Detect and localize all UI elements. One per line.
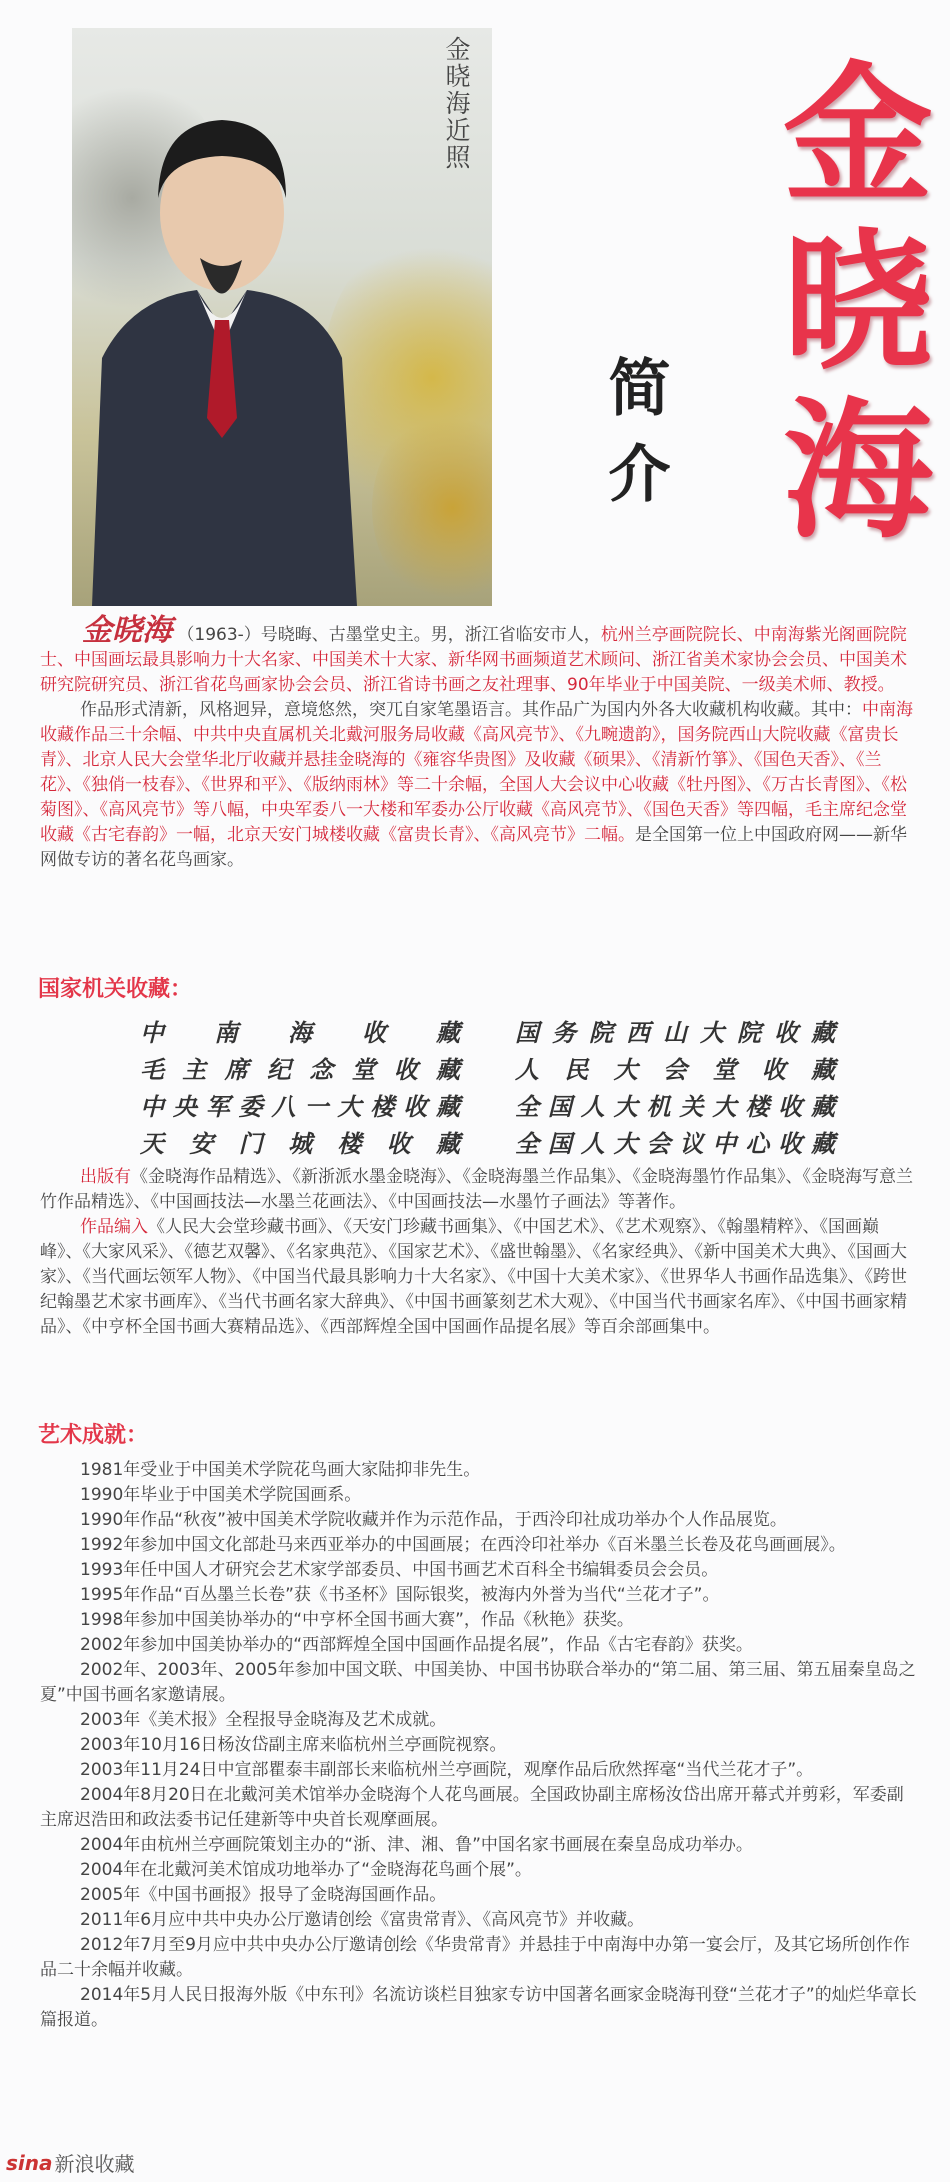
biography xyxy=(40,613,920,873)
photo-caption: 金晓海近照 xyxy=(442,36,471,171)
collection-item: 国务院西山大院收藏 xyxy=(515,1018,835,1047)
publications-albums xyxy=(40,1215,920,1340)
achievement-item: 2004年由杭州兰亭画院策划主办的“浙、津、湘、鲁”中国名家书画展在秦皇岛成功举办。 xyxy=(80,1835,753,1855)
collection-item: 中南海收藏 xyxy=(140,1018,460,1047)
achievement-item: 2004年8月20日在北戴河美术馆举办金晓海个人花鸟画展。全国政协副主席杨汝岱出席开幕式并剪彩，军委副主席迟浩田和政法委书记任建新等中央首长观摩画展。 xyxy=(40,1785,904,1830)
collection-item: 中央军委八一大楼收藏 xyxy=(140,1092,460,1121)
collection-item: 全国人大机关大楼收藏 xyxy=(515,1092,835,1121)
collections-list xyxy=(140,1014,840,1162)
bio-intro: （1963-）号晓晦、古墨堂史主。男，浙江省临安市人， xyxy=(177,625,601,645)
achievement-item: 2003年10月16日杨汝岱副主席来临杭州兰亭画院视察。 xyxy=(80,1735,507,1755)
sina-watermark xyxy=(6,2148,135,2177)
collection-row xyxy=(140,1014,840,1051)
title-name: 金晓海 xyxy=(757,55,933,559)
achievement-item: 2012年7月至9月应中共中央办公厅邀请创绘《华贵常青》并悬挂于中南海中办第一宴会厅，及其它场所创作作品二十余幅并收藏。 xyxy=(40,1935,910,1980)
achievement-item: 2002年参加中国美协举办的“西部辉煌全国中国画作品提名展”，作品《古宅春韵》获奖。 xyxy=(80,1635,753,1655)
achievement-item: 1993年任中国人才研究会艺术家学部委员、中国书画艺术百科全书编辑委员会会员。 xyxy=(80,1560,719,1580)
achievement-item: 1995年作品“百丛墨兰长卷”获《书圣杯》国际银奖，被海内外誉为当代“兰花才子”。 xyxy=(80,1585,720,1605)
achievement-item: 2011年6月应中共中央办公厅邀请创绘《富贵常青》、《高风亮节》并收藏。 xyxy=(80,1910,645,1930)
achievement-item: 2005年《中国书画报》报导了金晓海国画作品。 xyxy=(80,1885,447,1905)
collection-item: 毛主席纪念堂收藏 xyxy=(140,1055,460,1084)
achievement-item: 1998年参加中国美协举办的“中亨杯全国书画大赛”，作品《秋艳》获奖。 xyxy=(80,1610,634,1630)
signature: 金晓海 xyxy=(82,613,172,648)
collection-item: 天安门城楼收藏 xyxy=(140,1129,460,1158)
publications-books-text: 《金晓海作品精选》、《新浙派水墨金晓海》、《金晓海墨兰作品集》、《金晓海墨竹作品集》、《金晓海写意兰竹作品精选》、《中国画技法—水墨兰花画法》、《中国画技法—水墨竹子画法》等著作。 xyxy=(40,1167,913,1212)
portrait-photo xyxy=(72,28,492,606)
achievement-item: 2014年5月人民日报海外版《中东刊》名流访谈栏目独家专访中国著名画家金晓海刊登“兰花才子”的灿烂华章长篇报道。 xyxy=(40,1985,917,2030)
collections-heading: 国家机关收藏： xyxy=(38,977,193,1002)
achievement-item: 1990年毕业于中国美术学院国画系。 xyxy=(80,1485,362,1505)
bio-titles: 杭州兰亭画院院长、中南海紫光阁画院院士、中国画坛最具影响力十大名家、中国美术十大家、新华网书画频道艺术顾问、浙江省美术家协会会员、中国美术研究院研究员、浙江省花鸟画家协会会员、浙江省诗书画之友社理事、90年毕业于中国美院、一级美术师、教授。 xyxy=(40,625,907,695)
sina-logo-icon: sina xyxy=(6,2150,53,2175)
achievement-item: 2003年11月24日中宣部瞿泰丰副部长来临杭州兰亭画院，观摩作品后欣然挥毫“当代兰花才子”。 xyxy=(80,1760,814,1780)
watermark-text: 新浪收藏 xyxy=(54,2152,135,2176)
publications-albums-text: 《人民大会堂珍藏书画》、《天安门珍藏书画集》、《中国艺术》、《艺术观察》、《翰墨精粹》、《国画巅峰》、《大家风采》、《德艺双馨》、《名家典范》、《国家艺术》、《盛世翰墨》、《名家经典》、《新中国美术大典》、《国画大家》、《当代画坛领军人物》、《中国当代最具影响力十大名家》、《中国十大美术家》、《世界华人书画作品选集》、《跨世纪翰墨艺术家书画库》、《当代书画名家大辞典》、《中国书画篆刻艺术大观》、《中国当代书画家名库》、《中国书画家精品》、《中亨杯全国书画大赛精品选》、《西部辉煌全国中国画作品提名展》等百余部画集中。 xyxy=(40,1217,907,1337)
achievement-item: 2003年《美术报》全程报导金晓海及艺术成就。 xyxy=(80,1710,447,1730)
bio-style: 作品形式清新，风格迥异，意境悠然，突兀自家笔墨语言。其作品广为国内外各大收藏机构收藏。其中： xyxy=(80,700,862,720)
achievement-item: 1990年作品“秋夜”被中国美术学院收藏并作为示范作品，于西泠印社成功举办个人作品展览。 xyxy=(80,1510,787,1530)
person-figure xyxy=(72,28,492,606)
collection-item: 人民大会堂收藏 xyxy=(515,1055,835,1084)
collection-item: 全国人大会议中心收藏 xyxy=(515,1129,835,1158)
collection-row xyxy=(140,1051,840,1088)
publications-label: 作品编入 xyxy=(80,1217,148,1237)
title-subtitle: 简介 xyxy=(598,355,671,527)
achievement-item: 2004年在北戴河美术馆成功地举办了“金晓海花鸟画个展”。 xyxy=(80,1860,532,1880)
achievements-list xyxy=(40,1458,920,2033)
collection-row xyxy=(140,1125,840,1162)
bio-collections: 中南海收藏作品三十余幅、中共中央直属机关北戴河服务局收藏《高风亮节》、《九畹遗韵》，国务院西山大院收藏《富贵长青》、北京人民大会堂华北厅收藏并悬挂金晓海的《雍容华贵图》及收藏《硕果》、《清新竹箏》、《国色天香》、《兰花》、《独俏一枝春》、《世界和平》、《版纳雨林》等二十余幅，全国人大会议中心收藏《牡丹图》、《万古长青图》、《松菊图》、《高风亮节》等八幅，中央军委八一大楼和军委办公厅收藏《高风亮节》、《国色天香》等四幅，毛主席纪念堂收藏《古宅春韵》一幅，北京天安门城楼收藏《富贵长青》、《高风亮节》二幅。 xyxy=(40,700,913,845)
achievement-item: 2002年、2003年、2005年参加中国文联、中国美协、中国书协联合举办的“第二届、第三届、第五届秦皇岛之夏”中国书画名家邀请展。 xyxy=(40,1660,916,1705)
publications xyxy=(40,1165,920,1340)
publications-label: 出版有 xyxy=(80,1167,131,1187)
achievements-heading: 艺术成就： xyxy=(38,1423,149,1448)
publications-books xyxy=(40,1165,920,1215)
achievement-item: 1981年受业于中国美术学院花鸟画大家陆抑非先生。 xyxy=(80,1460,481,1480)
bio-closing: 是全国第一位上中国政府网——新华网做专访的著名花鸟画家。 xyxy=(40,825,907,870)
achievement-item: 1992年参加中国文化部赴马来西亚举办的中国画展；在西泠印社举办《百米墨兰长卷及花鸟画画展》。 xyxy=(80,1535,846,1555)
collection-row xyxy=(140,1088,840,1125)
